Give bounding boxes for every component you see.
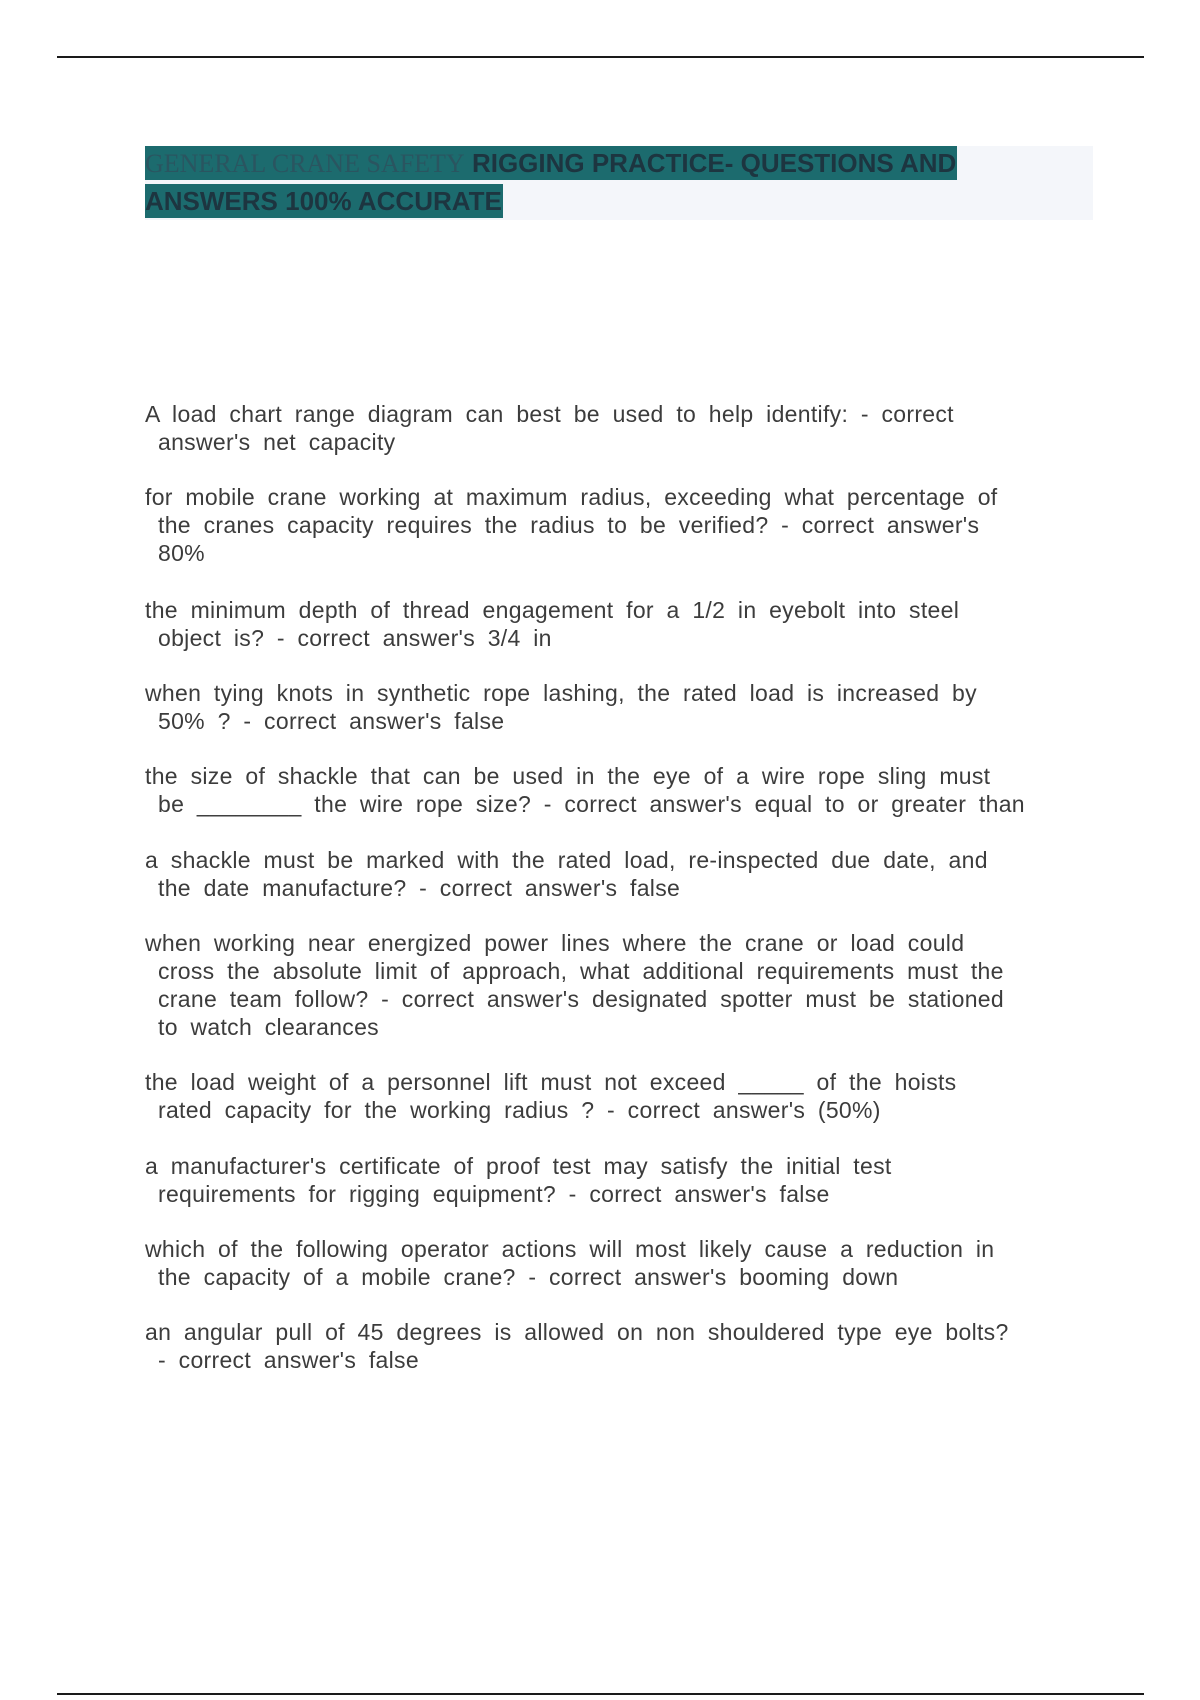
qa-line-first: the size of shackle that can be used in the eye of a wire rope sling must	[145, 763, 991, 789]
qa-line-continued: rated capacity for the working radius ? - correct answer's (50%)	[158, 1097, 881, 1123]
qa-line-first: the minimum depth of thread engagement for a 1/2 in eyebolt into steel	[145, 597, 960, 623]
qa-line-first: an angular pull of 45 degrees is allowed on non shouldered type eye bolts?	[145, 1319, 1009, 1345]
qa-item	[145, 400, 1095, 456]
qa-item	[145, 596, 1095, 652]
qa-line-first: for mobile crane working at maximum radius, exceeding what percentage of	[145, 484, 998, 510]
qa-line-continued: crane team follow? - correct answer's designated spotter must be stationed	[158, 986, 1004, 1012]
qa-line-continued: object is? - correct answer's 3/4 in	[158, 625, 552, 651]
qa-item	[145, 1152, 1095, 1208]
qa-item	[145, 483, 1095, 567]
qa-line-continued: - correct answer's false	[158, 1347, 419, 1373]
qa-line-continued: the capacity of a mobile crane? - correct answer's booming down	[158, 1264, 899, 1290]
top-rule	[57, 56, 1144, 58]
qa-item	[145, 929, 1095, 1041]
qa-line-first: which of the following operator actions will most likely cause a reduction in	[145, 1236, 995, 1262]
qa-line-first: when tying knots in synthetic rope lashing, the rated load is increased by	[145, 680, 977, 706]
qa-line-first: the load weight of a personnel lift must not exceed _____ of the hoists	[145, 1069, 957, 1095]
qa-line-continued: 50% ? - correct answer's false	[158, 708, 505, 734]
qa-item	[145, 846, 1095, 902]
qa-line-first: a manufacturer's certificate of proof test may satisfy the initial test	[145, 1153, 892, 1179]
qa-item	[145, 1235, 1095, 1291]
qa-line-continued: the cranes capacity requires the radius to be verified? - correct answer's	[158, 512, 980, 538]
qa-line-continued: cross the absolute limit of approach, what additional requirements must the	[158, 958, 1004, 984]
qa-line-continued: be ________ the wire rope size? - correct answer's equal to or greater than	[158, 791, 1025, 817]
title-serif-part: GENERAL CRANE SAFETY	[145, 149, 465, 178]
qa-line-first: A load chart range diagram can best be used to help identify: - correct	[145, 401, 954, 427]
title-rest-part: RIGGING PRACTICE- QUESTIONS AND	[464, 148, 957, 178]
qa-line-continued: 80%	[158, 540, 205, 566]
qa-item	[145, 1318, 1095, 1374]
qa-item	[145, 679, 1095, 735]
qa-item	[145, 1068, 1095, 1124]
document-title	[145, 146, 1093, 220]
qa-item	[145, 762, 1095, 818]
bottom-rule	[57, 1693, 1144, 1695]
qa-line-continued: requirements for rigging equipment? - correct answer's false	[158, 1181, 830, 1207]
title-line-2: ANSWERS 100% ACCURATE	[145, 186, 502, 216]
qa-line-continued: answer's net capacity	[158, 429, 396, 455]
qa-line-continued: the date manufacture? - correct answer's false	[158, 875, 681, 901]
qa-line-first: when working near energized power lines where the crane or load could	[145, 930, 965, 956]
qa-line-first: a shackle must be marked with the rated load, re-inspected due date, and	[145, 847, 988, 873]
title-line-1	[145, 146, 957, 180]
qa-line-continued: to watch clearances	[158, 1014, 379, 1040]
